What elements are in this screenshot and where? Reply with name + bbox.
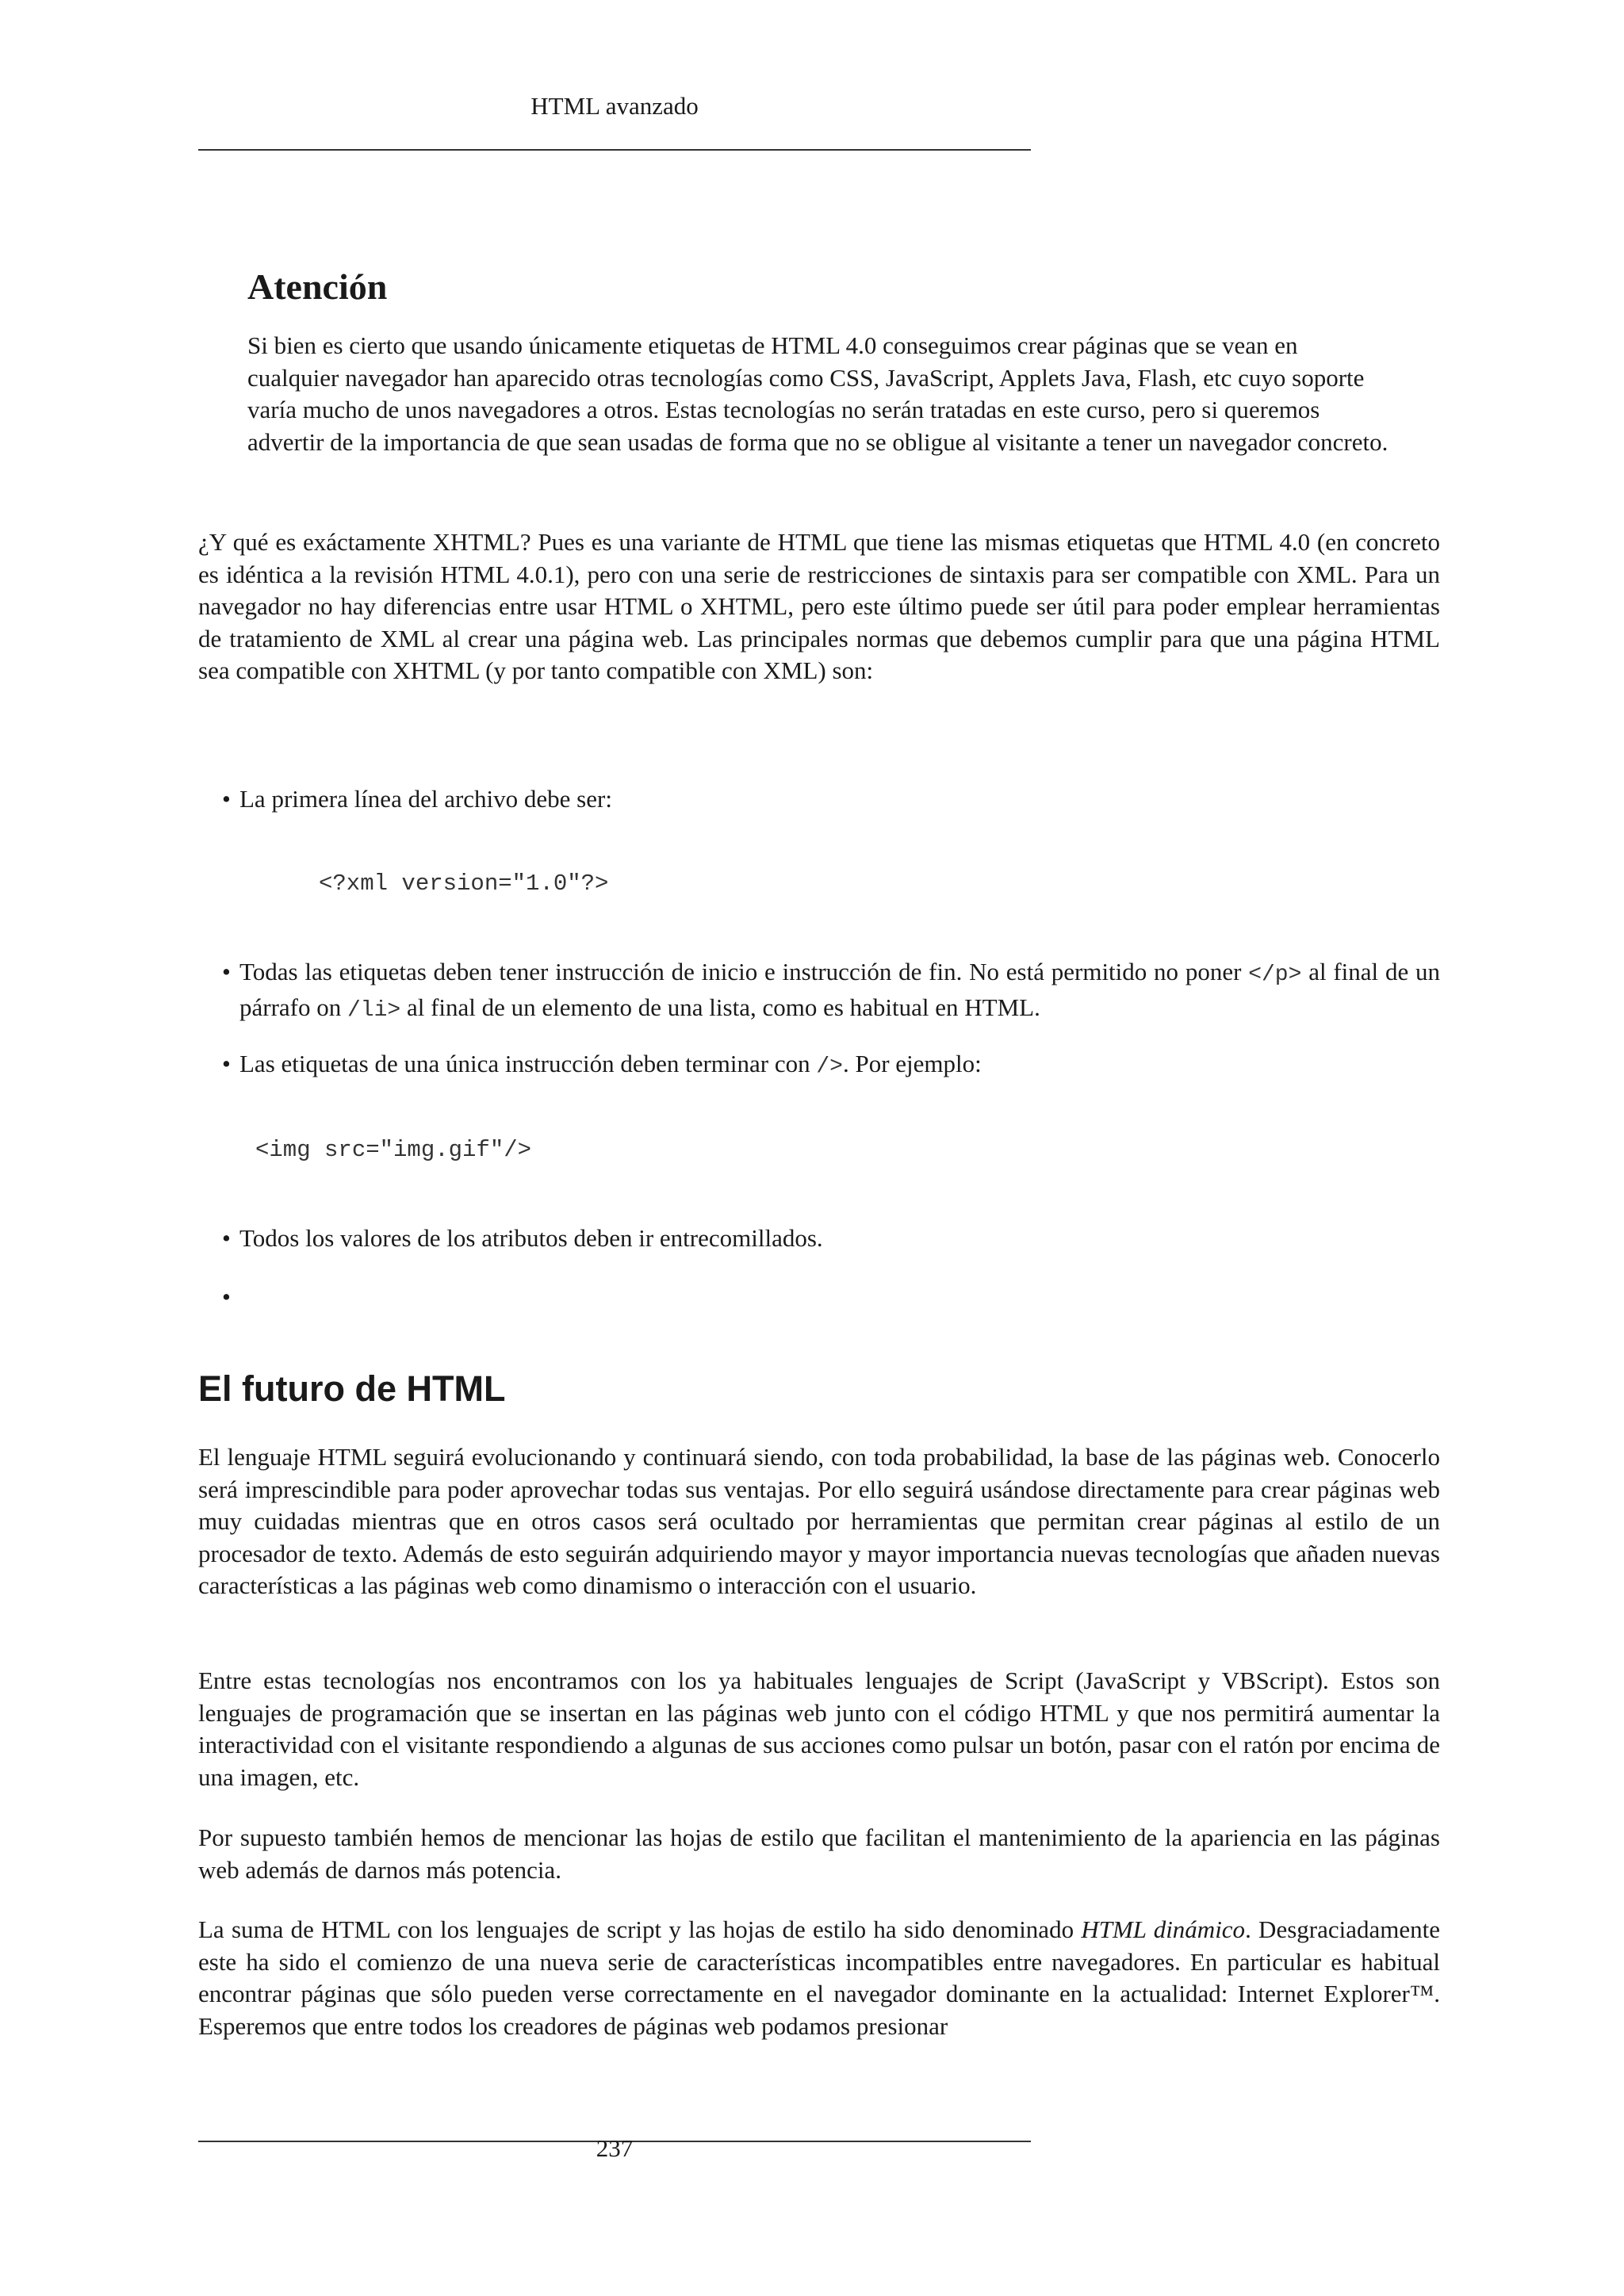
list-item-text — [222, 956, 1440, 1027]
code-example-img: <img src="img.gif"/> — [255, 1137, 532, 1163]
inline-code: /li> — [347, 997, 401, 1023]
bullet-icon: • — [222, 958, 231, 985]
list-item-text: Todos los valores de los atributos deben ir entrecomillados. — [239, 1224, 823, 1252]
section-title: El futuro de HTML — [198, 1368, 506, 1409]
emphasis-term: HTML dinámico — [1081, 1915, 1246, 1943]
paragraph — [198, 1914, 1440, 2042]
list-item-text — [222, 1048, 1440, 1084]
text-run: La suma de HTML con los lenguajes de script y las hojas de estilo ha sido denominado — [198, 1915, 1082, 1943]
bullet-icon: • — [222, 785, 231, 813]
header-rule — [198, 149, 1031, 151]
note-text: Si bien es cierto que usando únicamente etiquetas de HTML 4.0 conseguimos crear páginas que se vean en cualquier navegador han aparecido otras tecnologías como CSS, JavaScript, Applets Java, Flash, etc cuyo soporte varía mucho de unos navegadores a otros. Estas tecnologías no serán tratadas en este curso, pero si queremos advertir de la importancia de que sean usadas de forma que no se obligue al visitante a tener un navegador concreto. — [247, 331, 1388, 456]
text-run: . Desgraciadamente este ha sido el comienzo de una nueva serie de características incompatibles entre navegadores. En particular es habitual encontrar páginas que sólo pueden verse correctamente en el navegador dominante en la actualidad: Internet Explorer™. Esperemos que entre todos los creadores de páginas web podamos presionar — [198, 1915, 1440, 2040]
paragraph: El lenguaje HTML seguirá evolucionando y continuará siendo, con toda probabilidad, la base de las páginas web. Conocerlo será imprescindible para poder aprovechar todas sus ventajas. Por ello seguirá usándose directamente para crear páginas web muy cuidadas mientras que en otros casos será ocultado por herramientas que permitan crear páginas al estilo de un procesador de texto. Además de esto seguirán adquiriendo mayor y mayor importancia nuevas tecnologías que añaden nuevas características a las páginas web como dinamismo o interacción con el usuario. — [198, 1443, 1440, 1599]
attention-note — [247, 265, 1389, 458]
bullet-icon: • — [222, 1283, 231, 1311]
paragraph: Por supuesto también hemos de mencionar las hojas de estilo que facilitan el mantenimiento de la apariencia en las páginas web además de darnos más potencia. — [198, 1823, 1440, 1884]
text-run: al final de un párrafo on — [239, 958, 1440, 1021]
text-run: al final de un elemento de una lista, como es habitual en HTML. — [400, 993, 1040, 1021]
inline-code: /> — [816, 1054, 843, 1079]
intro-paragraph: ¿Y qué es exáctamente XHTML? Pues es una variante de HTML que tiene las mismas etiquetas que HTML 4.0 (en concreto es idéntica a la revisión HTML 4.0.1), pero con una serie de restricciones de sintaxis para ser compatible con XML. Para un navegador no hay diferencias entre usar HTML o XHTML, pero este último puede ser útil para poder emplear herramientas de tratamiento de XML al crear una página web. Las principales normas que debemos cumplir para que una página HTML sea compatible con XHTML (y por tanto compatible con XML) son: — [198, 528, 1440, 684]
note-title: Atención — [247, 266, 388, 307]
code-example-xml: <?xml version="1.0"?> — [319, 871, 609, 897]
page-number: 237 — [596, 2134, 634, 2162]
inline-code: </p> — [1248, 962, 1302, 987]
paragraph: Entre estas tecnologías nos encontramos con los ya habituales lenguajes de Script (JavaScript y VBScript). Estos son lenguajes de programación que se insertan en las páginas web junto con el código HTML y que nos permitirá aumentar la interactividad con el visitante respondiendo a algunas de sus acciones como pulsar un botón, pasar con el ratón por encima de una imagen, etc. — [198, 1667, 1440, 1791]
bullet-icon: • — [222, 1050, 231, 1077]
text-run: Todas las etiquetas deben tener instrucción de inicio e instrucción de fin. No está permitido no poner — [239, 958, 1249, 985]
list-item — [222, 1048, 1440, 1084]
list-item — [222, 783, 1440, 816]
text-run: . Por ejemplo: — [842, 1050, 982, 1077]
list-item — [222, 1223, 1440, 1255]
list-item — [222, 956, 1440, 1027]
list-item-text: La primera línea del archivo debe ser: — [239, 785, 612, 813]
running-header: HTML avanzado — [530, 92, 699, 120]
bullet-icon: • — [222, 1224, 231, 1252]
text-run: Las etiquetas de una única instrucción deben terminar con — [239, 1050, 817, 1077]
